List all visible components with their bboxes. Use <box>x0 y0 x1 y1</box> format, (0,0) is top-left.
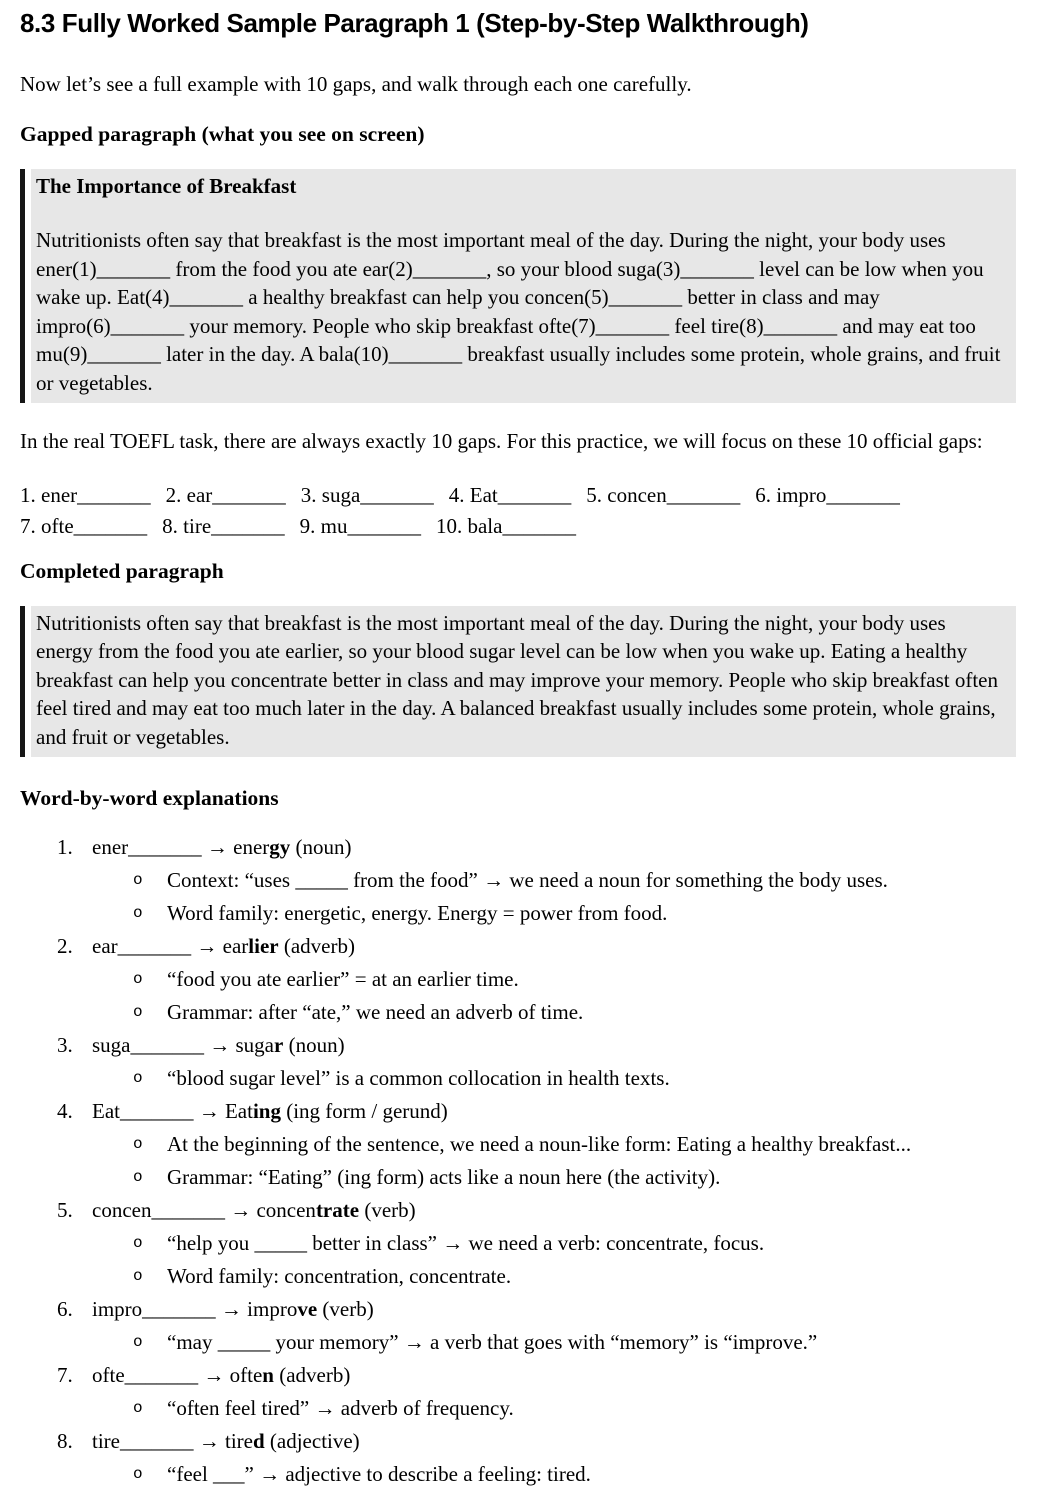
item-number: 6. <box>57 1297 73 1321</box>
answer-bold: trate <box>315 1198 360 1222</box>
completed-paragraph-box <box>20 606 1016 758</box>
circle-bullet-marker: o <box>133 871 143 889</box>
item-text <box>92 831 1016 864</box>
item-note: (noun) <box>283 1033 345 1057</box>
item-stem: ear_______ → ear <box>92 934 249 958</box>
intro-text: Now let’s see a full example with 10 gaps, and walk through each one carefully. <box>20 72 692 96</box>
sub-bullet-text: Context: “uses _____ from the food” → we need a noun for something the body uses. <box>167 868 888 892</box>
item-text <box>92 1095 1016 1128</box>
item-stem: concen_______ → concen <box>92 1198 316 1222</box>
sub-bullet-text: Word family: energetic, energy. Energy = power from food. <box>167 901 668 925</box>
sub-bullet <box>20 1128 1016 1161</box>
sub-bullet <box>20 1062 1016 1095</box>
circle-bullet-marker: o <box>133 1267 143 1285</box>
sub-bullet <box>20 1326 1016 1359</box>
circle-bullet-marker: o <box>133 1234 143 1252</box>
circle-bullet-marker: o <box>133 1003 143 1021</box>
explanation-head <box>20 1293 1016 1326</box>
explanation-head <box>20 1095 1016 1128</box>
item-stem: tire_______ → tire <box>92 1429 253 1453</box>
gap-item: 10. bala_______ <box>435 513 576 538</box>
explanation-head <box>20 1194 1016 1227</box>
official-gaps-list <box>20 480 1016 542</box>
answer-bold: d <box>252 1429 265 1453</box>
gapped-paragraph-box-inner <box>31 169 1016 404</box>
sub-bullet <box>20 963 1016 996</box>
explanation-item <box>20 1359 1016 1425</box>
explanation-head <box>20 831 1016 864</box>
sub-bullet-text: “food you ate earlier” = at an earlier time. <box>167 967 519 991</box>
explanation-item <box>20 930 1016 1029</box>
item-text <box>92 1194 1016 1227</box>
explanations-list <box>20 831 1016 1491</box>
gapped-paragraph-box <box>20 169 1016 404</box>
sub-bullet <box>20 1458 1016 1491</box>
circle-bullet-marker: o <box>133 1168 143 1186</box>
answer-bold: lier <box>248 934 279 958</box>
gapped-box-text: Nutritionists often say that breakfast is the most important meal of the day. During the night, your body uses ener(1)_______ from the food you ate ear(2)_______, so your blood suga(3)_______ level can be low when you wake up. Eat(4)_______ a healthy breakfast can help you concen(5)_______ better in class and may impro(6)_______ your memory. People who skip breakfast ofte(7)_______ feel tire(8)_______ and may eat too mu(9)_______ later in the day. A bala(10)_______ breakfast usually includes some protein, whole grains, and fruit or vegetables. <box>36 228 1001 395</box>
completed-paragraph-heading: Completed paragraph <box>20 558 224 583</box>
sub-bullet-text: “may _____ your memory” → a verb that goes with “memory” is “improve.” <box>167 1330 818 1354</box>
answer-bold: ing <box>252 1099 281 1123</box>
explanation-head <box>20 1425 1016 1458</box>
item-text <box>92 1029 1016 1062</box>
item-text <box>92 1293 1016 1326</box>
item-note: (ing form / gerund) <box>280 1099 448 1123</box>
sub-bullet-text: Grammar: after “ate,” we need an adverb of time. <box>167 1000 584 1024</box>
explanation-head <box>20 930 1016 963</box>
sub-bullet <box>20 1161 1016 1194</box>
item-number: 4. <box>57 1099 73 1123</box>
item-text <box>92 930 1016 963</box>
gap-item: 9. mu_______ <box>299 513 421 538</box>
explanation-item <box>20 1425 1016 1491</box>
circle-bullet-marker: o <box>133 1333 143 1351</box>
gap-item: 6. impro_______ <box>755 482 900 507</box>
gap-item: 5. concen_______ <box>586 482 741 507</box>
circle-bullet-marker: o <box>133 1399 143 1417</box>
gapped-box-title: The Importance of Breakfast <box>36 173 297 198</box>
explanation-head <box>20 1029 1016 1062</box>
gap-item: 7. ofte_______ <box>20 513 148 538</box>
item-number: 5. <box>57 1198 73 1222</box>
sub-bullet-text: “often feel tired” → adverb of frequency. <box>167 1396 514 1420</box>
sub-bullet-text: At the beginning of the sentence, we need a noun-like form: Eating a healthy breakfast... <box>167 1132 912 1156</box>
answer-bold: r <box>274 1033 284 1057</box>
completed-box-text: Nutritionists often say that breakfast is the most important meal of the day. During the night, your body uses energy from the food you ate earlier, so your blood sugar level can be low when you wake up. Eating a healthy breakfast can help you concentrate better in class and may improve your memory. People who skip breakfast often feel tired and may eat too much later in the day. A balanced breakfast usually includes some protein, whole grains, and fruit or vegetables. <box>36 610 998 749</box>
sub-bullet-text: “feel ___” → adjective to describe a feeling: tired. <box>167 1462 591 1486</box>
sub-bullet <box>20 1227 1016 1260</box>
item-number: 8. <box>57 1429 73 1453</box>
sub-bullet <box>20 897 1016 930</box>
answer-bold: n <box>262 1363 274 1387</box>
circle-bullet-marker: o <box>133 1069 143 1087</box>
item-text <box>92 1359 1016 1392</box>
item-number: 3. <box>57 1033 73 1057</box>
toefl-note: In the real TOEFL task, there are always exactly 10 gaps. For this practice, we will focus on these 10 official gaps: <box>20 429 983 453</box>
circle-bullet-marker: o <box>133 1135 143 1153</box>
sub-bullet-text: Grammar: “Eating” (ing form) acts like a noun here (the activity). <box>167 1165 721 1189</box>
item-note: (adjective) <box>264 1429 360 1453</box>
item-number: 1. <box>57 835 73 859</box>
item-note: (adverb) <box>278 934 355 958</box>
item-stem: ofte_______ → ofte <box>92 1363 263 1387</box>
gap-item: 2. ear_______ <box>165 482 286 507</box>
item-stem: suga_______ → suga <box>92 1033 274 1057</box>
item-note: (noun) <box>290 835 352 859</box>
sub-bullet <box>20 864 1016 897</box>
gap-item: 4. Eat_______ <box>448 482 572 507</box>
gap-item: 1. ener_______ <box>20 482 151 507</box>
item-stem: impro_______ → impro <box>92 1297 298 1321</box>
item-note: (adverb) <box>273 1363 351 1387</box>
gap-item: 3. suga_______ <box>300 482 434 507</box>
gapped-paragraph-heading: Gapped paragraph (what you see on screen) <box>20 121 425 146</box>
completed-paragraph-box-inner <box>31 606 1016 758</box>
gap-item: 8. tire_______ <box>162 513 285 538</box>
answer-bold: gy <box>269 835 291 859</box>
sub-bullet <box>20 1392 1016 1425</box>
explanation-item <box>20 1095 1016 1194</box>
explanation-item <box>20 1293 1016 1359</box>
page-title: 8.3 Fully Worked Sample Paragraph 1 (Step-by-Step Walkthrough) <box>20 8 809 38</box>
explanation-item <box>20 831 1016 930</box>
circle-bullet-marker: o <box>133 1465 143 1483</box>
item-note: (verb) <box>359 1198 416 1222</box>
answer-bold: ve <box>297 1297 318 1321</box>
sub-bullet-text: “blood sugar level” is a common collocation in health texts. <box>167 1066 670 1090</box>
explanation-item <box>20 1194 1016 1293</box>
explanations-heading: Word-by-word explanations <box>20 786 279 810</box>
item-number: 2. <box>57 934 73 958</box>
item-note: (verb) <box>317 1297 374 1321</box>
sub-bullet-text: Word family: concentration, concentrate. <box>167 1264 512 1288</box>
sub-bullet-text: “help you _____ better in class” → we need a verb: concentrate, focus. <box>167 1231 765 1255</box>
sub-bullet <box>20 1260 1016 1293</box>
item-stem: ener_______ → ener <box>92 835 270 859</box>
item-text <box>92 1425 1016 1458</box>
circle-bullet-marker: o <box>133 970 143 988</box>
item-stem: Eat_______ → Eat <box>92 1099 253 1123</box>
explanation-head <box>20 1359 1016 1392</box>
item-number: 7. <box>57 1363 73 1387</box>
explanation-item <box>20 1029 1016 1095</box>
sub-bullet <box>20 996 1016 1029</box>
circle-bullet-marker: o <box>133 904 143 922</box>
